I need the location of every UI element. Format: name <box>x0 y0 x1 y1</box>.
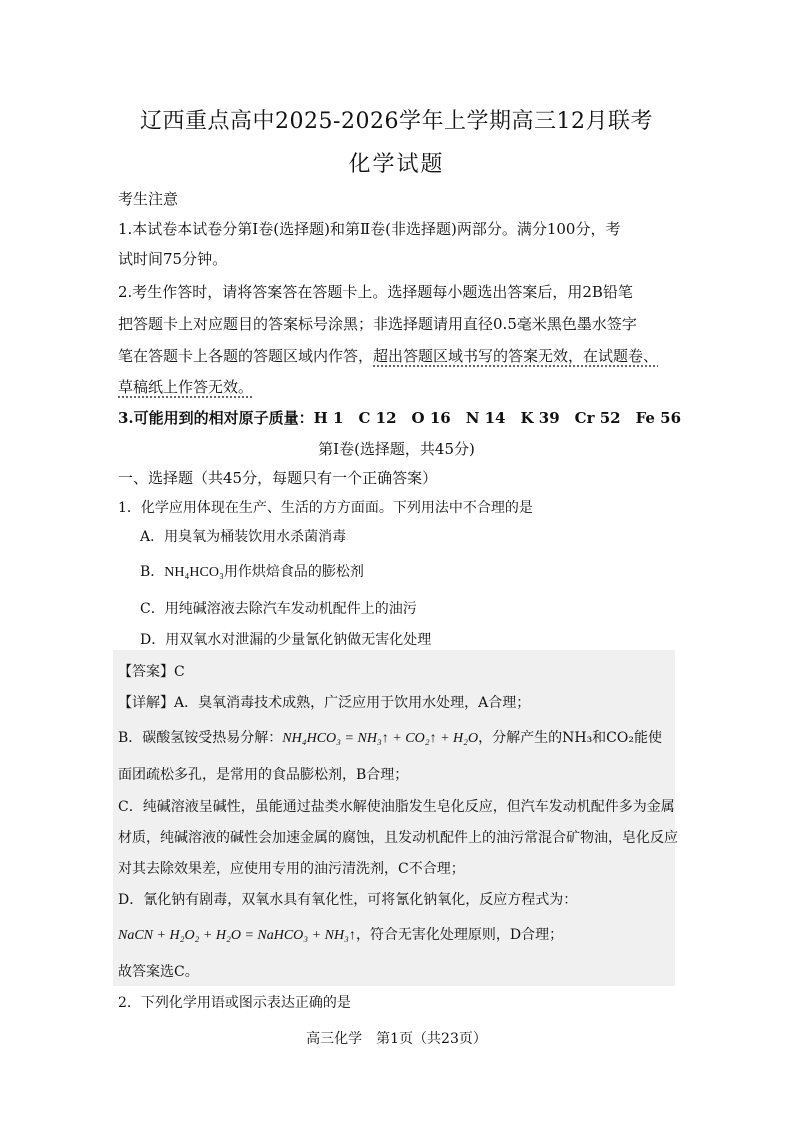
section-heading: 第Ⅰ卷(选择题，共45分) <box>318 440 475 458</box>
question-1-option-b <box>140 561 364 581</box>
notice-heading: 考生注意 <box>118 190 179 208</box>
notice-item-3-atomic-masses: 3.可能用到的相对原子质量：H 1 C 12 O 16 N 14 K 39 Cr 52 Fe 56 <box>118 409 682 427</box>
notice-item-1-line-1: 1.本试卷本试卷分第Ⅰ卷(选择题)和第Ⅱ卷(非选择题)两部分。满分100分，考 <box>118 220 621 238</box>
detail-a: 【详解】A．臭氧消毒技术成熟，广泛应用于饮用水处理，A合理； <box>118 695 531 711</box>
detail-b-suffix: ，分解产生的NH₃和CO₂能使 <box>478 730 662 746</box>
decomposition-equation: NH₄HCO₃ = NH₃↑ + CO₂↑ + H₂O <box>282 731 479 746</box>
question-1-option-a: A．用臭氧为桶装饮用水杀菌消毒 <box>140 529 347 545</box>
question-1-option-c: C．用纯碱溶液去除汽车发动机配件上的油污 <box>140 601 417 617</box>
part-heading: 一、选择题（共45分，每题只有一个正确答案） <box>118 469 438 487</box>
exam-title: 辽西重点高中2025-2026学年上学期高三12月联考 <box>140 109 653 134</box>
option-b-text: 用作烘焙食品的膨松剂 <box>223 564 364 580</box>
detail-d-line-1: D．氰化钠有剧毒，双氧水具有氧化性，可将氰化钠氧化，反应方程式为： <box>118 892 578 908</box>
notice-item-2-line-3 <box>118 345 658 366</box>
notice-item-1-line-2: 试时间75分钟。 <box>118 250 228 268</box>
notice-item-2-emphasis: 超出答题区域书写的答案无效，在试题卷、 <box>373 347 659 365</box>
notice-item-2-emphasis-end: 草稿纸上作答无效。 <box>118 378 254 396</box>
detail-b-line-1 <box>118 727 662 747</box>
oxidation-equation: NaCN + H₂O₂ + H₂O = NaHCO₃ + NH₃↑ <box>118 928 356 943</box>
exam-subtitle: 化学试题 <box>348 152 445 177</box>
answer-line: 【答案】C <box>118 664 185 680</box>
option-b-formula: NH₄HCO₃ <box>164 565 224 580</box>
page-footer: 高三化学 第1页（共23页） <box>306 1031 487 1047</box>
notice-item-2-line-1: 2.考生作答时，请将答案答在答题卡上。选择题每小题选出答案后，用2B铅笔 <box>118 283 633 301</box>
detail-b-line-2: 面团疏松多孔，是常用的食品膨松剂，B合理； <box>118 767 409 783</box>
answer-conclusion: 故答案选C。 <box>118 964 199 980</box>
notice-item-2-line-3-plain: 笔在答题卡上各题的答题区域内作答， <box>118 347 374 365</box>
notice-item-2-line-2: 把答题卡上对应题目的答案标号涂黑；非选择题请用直径0.5毫米黑色墨水签字 <box>118 315 637 333</box>
detail-b-prefix: B．碳酸氢铵受热易分解： <box>118 730 283 746</box>
question-1-stem: 1．化学应用体现在生产、生活的方方面面。下列用法中不合理的是 <box>118 500 533 516</box>
detail-c-line-2: 材质，纯碱溶液的碱性会加速金属的腐蚀，且发动机配件上的油污常混合矿物油，皂化反应 <box>118 830 678 846</box>
notice-item-2-line-4 <box>118 376 253 397</box>
question-2-stem: 2．下列化学用语或图示表达正确的是 <box>118 995 351 1011</box>
detail-d-line-2 <box>118 924 563 944</box>
question-1-option-d: D．用双氧水对泄漏的少量氰化钠做无害化处理 <box>140 632 432 648</box>
detail-c-line-3: 对其去除效果差，应使用专用的油污清洗剂，C不合理； <box>118 861 465 877</box>
option-b-label: B． <box>140 564 165 580</box>
detail-d-suffix: ，符合无害化处理原则，D合理； <box>355 927 564 943</box>
detail-c-line-1: C．纯碱溶液呈碱性，虽能通过盐类水解使油脂发生皂化反应，但汽车发动机配件多为金属 <box>118 799 675 815</box>
